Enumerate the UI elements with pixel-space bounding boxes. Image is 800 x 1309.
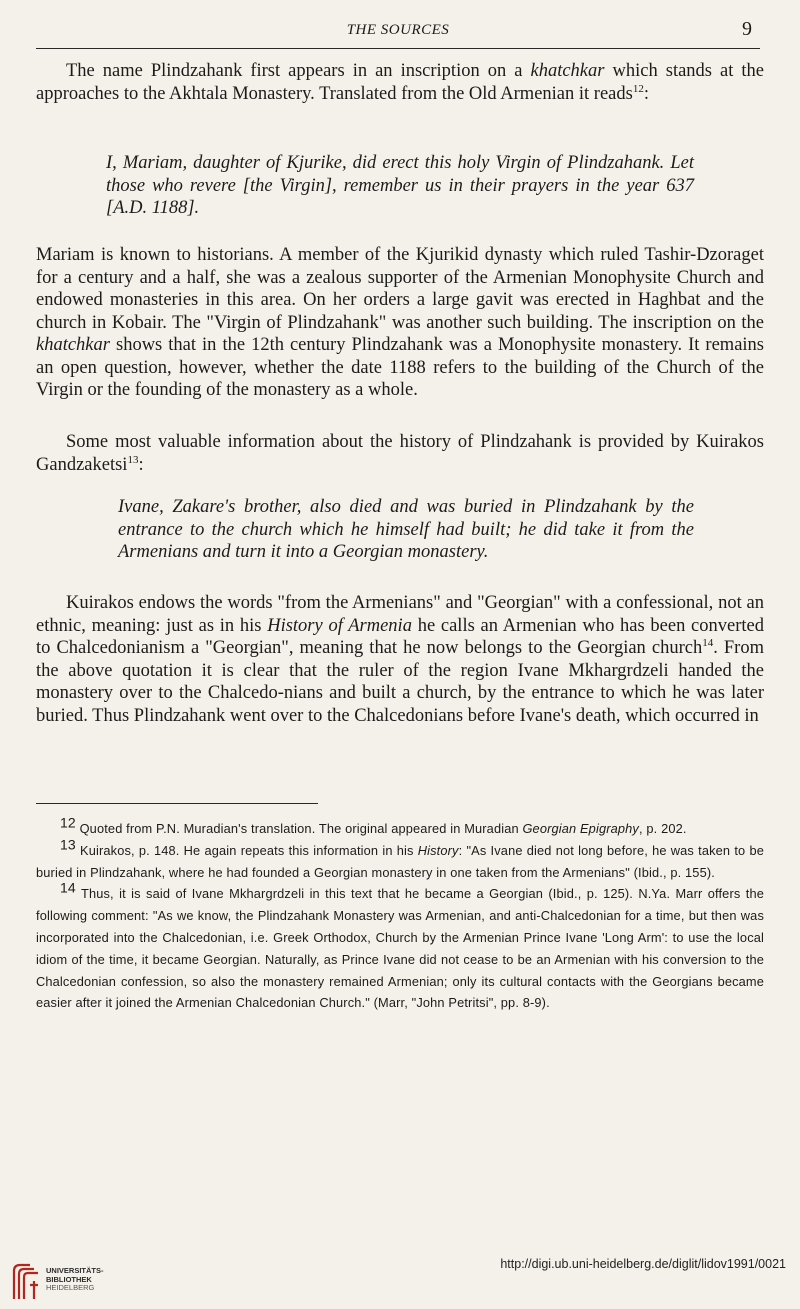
footnote-text: : "As Ivane died not long before, he was taken to be buried in Plindzahank, where he had founded a Georgian monastery in one taken from the Armenians" (Ibid., p. 155). bbox=[36, 842, 765, 880]
footnote-text: , p. 202. bbox=[638, 821, 687, 836]
source-url-link[interactable]: http://digi.ub.uni-heidelberg.de/diglit/lidov1991/0021 bbox=[500, 1257, 786, 1271]
paragraph-text: : bbox=[643, 83, 649, 104]
footnote-ref-12[interactable]: 12 bbox=[632, 82, 644, 95]
paragraph-1 bbox=[36, 60, 764, 105]
footnote-number: 14 bbox=[60, 880, 76, 897]
block-quote-1: I, Mariam, daughter of Kjurike, did erect this holy Virgin of Plindzahank. Let those who revere [the Virgin], remember us in their prayers in the year 637 [A.D. 1188]. bbox=[106, 153, 694, 218]
library-name bbox=[46, 1267, 104, 1293]
paragraph-2 bbox=[36, 244, 764, 402]
book-title: Georgian Epigraphy bbox=[522, 821, 639, 836]
paragraph-text: he calls an Armenian who has been converted to Chalcedonianism a "Georgian", meaning that he now belongs to the Georgian church bbox=[36, 615, 764, 658]
footnote-ref-13[interactable]: 13 bbox=[127, 453, 139, 466]
footnotes bbox=[36, 814, 765, 1014]
university-library-logo-icon bbox=[10, 1261, 40, 1301]
page-footer bbox=[0, 1255, 800, 1305]
footnote-number: 13 bbox=[60, 836, 76, 853]
footnote-text: Thus, it is said of Ivane Mkhargrdzeli in this text that he became a Georgian (Ibid., p. 125). N.Ya. Marr offers the following comment: "As we know, the Plindzahank Monastery was Armenian, and anti-Chalcedonian for a time, but then was incorporated into the Chalcedonian, i.e. Greek Orthodox, Church by the Armenian Prince Ivane 'Long Arm': to use the local idiom of the time, it became Georgian. Naturally, as Prince Ivane did not cease to be an Armenian with his conversion to the Chalcedonian confession, so also the monastery remained Armenian; only its cultural contacts with the Georgians became easier after it joined the Armenian Chalcedonian Church." (Marr, "John Petritsi", pp. 8-9). bbox=[36, 886, 764, 1011]
paragraph-text: Mariam is known to historians. A member of the Kjurikid dynasty which ruled Tashir-Dzoraget for a century and a half, she was a zealous supporter of the Armenian Monophysite Church and endowed monasteries in this area. On her orders a large gavit was erected in Haghbat and the church in Kobair. The "Virgin of Plindzahank" was another such building. The inscription on the bbox=[36, 245, 764, 333]
paragraph-text: . From the above quotation it is clear that the ruler of the region Ivane Mkhargrdzeli handed the monastery over to the Chalcedo-nians and built a church, by the entrance to which he was later buried. Thus Plindzahank went over to the Chalcedonians before Ivane's death, which occurred in bbox=[36, 638, 764, 726]
footnote-12 bbox=[36, 814, 764, 840]
italic-term: khatchkar bbox=[530, 61, 605, 81]
paragraph-text: which stands at the approaches to the Akhtala Monastery. Translated from the Old Armenian it reads bbox=[36, 61, 764, 104]
paragraph-text: Some most valuable information about the history of Plindzahank is provided by Kuirakos Gandzaketsi bbox=[36, 432, 764, 475]
footnote-divider bbox=[36, 803, 318, 804]
italic-term: khatchkar bbox=[36, 335, 110, 355]
paragraph-text: The name Plindzahank first appears in an inscription on a bbox=[66, 61, 531, 81]
page-header bbox=[36, 18, 760, 49]
footnote-ref-14[interactable]: 14 bbox=[702, 636, 714, 649]
footnote-14 bbox=[36, 880, 764, 1014]
library-name-line: HEIDELBERG bbox=[46, 1283, 95, 1292]
paragraph-text: Kuirakos endows the words "from the Armenians" and "Georgian" with a confessional, not an ethnic, meaning: just as in his bbox=[36, 593, 764, 636]
page-number: 9 bbox=[742, 18, 752, 40]
block-quote-2: Ivane, Zakare's brother, also died and was buried in Plindzahank by the entrance to the church which he himself had built; he did take it from the Armenians and turn it into a Georgian monastery. bbox=[118, 497, 694, 562]
library-name-line: UNIVERSITÄTS- bbox=[46, 1266, 104, 1275]
running-head: THE SOURCES bbox=[346, 22, 450, 38]
paragraph-4 bbox=[36, 592, 764, 727]
paragraph-text: : bbox=[138, 454, 144, 475]
paragraph-3 bbox=[36, 431, 764, 476]
library-name-line: BIBLIOTHEK bbox=[46, 1274, 92, 1284]
footnote-text: Kuirakos, p. 148. He again repeats this information in his bbox=[75, 842, 418, 858]
footnote-number: 12 bbox=[60, 814, 76, 831]
footnote-text: Quoted from P.N. Muradian's translation. The original appeared in Muradian bbox=[75, 821, 523, 836]
book-title: History of Armenia bbox=[267, 615, 412, 636]
book-title: History bbox=[417, 842, 459, 858]
paragraph-text: shows that in the 12th century Plindzahank was a Monophysite monastery. It remains an open question, however, whether the date 1188 refers to the building of the Church of the Virgin or the founding of the monastery as a whole. bbox=[36, 335, 764, 400]
footnote-13 bbox=[36, 836, 765, 884]
